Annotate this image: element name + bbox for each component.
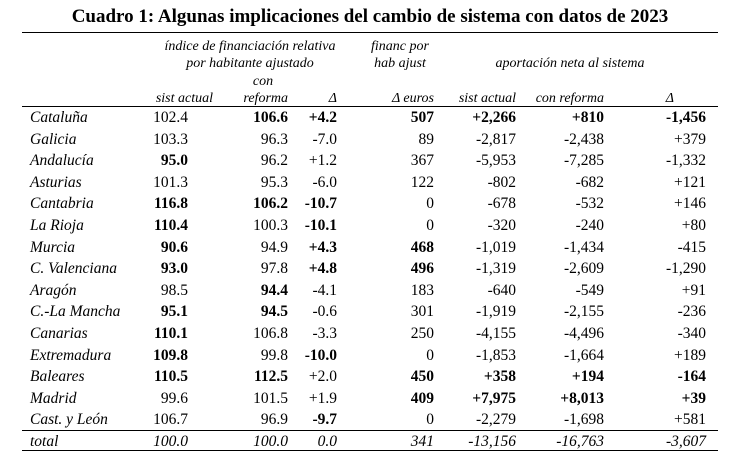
table-cell: -2,609 (563, 260, 604, 278)
row-label: Galicia (30, 130, 77, 148)
table-cell: 94.5 (260, 303, 288, 321)
table-cell: 94.4 (260, 281, 288, 299)
table-cell: -1,332 (665, 152, 706, 170)
header-con-reforma-2: con reforma (535, 91, 604, 106)
table-cell: 96.2 (260, 152, 288, 170)
table-cell: +358 (483, 368, 516, 386)
table-cell: 0 (426, 411, 434, 429)
table-cell: 0 (426, 217, 434, 234)
table-cell: -3,607 (665, 433, 706, 450)
row-label: La Rioja (30, 217, 84, 234)
row-label: Cataluña (30, 109, 88, 126)
header-con-reforma-line2: reforma (243, 91, 288, 106)
table-cell: +91 (681, 281, 706, 299)
table-cell: 100.0 (253, 433, 288, 450)
table-cell: 97.8 (260, 260, 288, 278)
table-row (0, 366, 740, 387)
row-label: Murcia (30, 238, 76, 256)
table-cell: 367 (410, 152, 434, 170)
table-cell: -640 (487, 281, 516, 299)
table-cell: 102.4 (153, 109, 188, 126)
table-cell: +4.3 (308, 238, 337, 256)
table-cell: +2,266 (472, 109, 516, 126)
table-cell: 106.6 (253, 109, 288, 126)
table-cell: 409 (410, 389, 434, 407)
table-cell: +4.8 (308, 260, 337, 278)
table-cell: -2,817 (475, 130, 516, 148)
table-cell: 106.2 (253, 195, 288, 213)
table-cell: 468 (410, 238, 434, 256)
table-cell: -1,698 (563, 411, 604, 429)
table-cell: -1,019 (475, 238, 516, 256)
table-cell: -1,853 (475, 346, 516, 364)
table-row (0, 345, 740, 366)
table-cell: 95.3 (260, 173, 288, 191)
table-cell: +810 (571, 109, 604, 126)
table-cell: 109.8 (153, 346, 188, 364)
table-cell: +194 (571, 368, 604, 386)
header-financ-line1: financ por (371, 39, 429, 54)
row-label: C. Valenciana (30, 260, 117, 278)
table-cell: +4.2 (308, 109, 337, 126)
table-row (0, 215, 740, 236)
table-cell: -1,456 (665, 109, 706, 126)
table-cell: -1,319 (475, 260, 516, 278)
header-financ-line2: hab ajust (374, 56, 426, 71)
row-label: Andalucía (30, 152, 94, 170)
table-cell: -10.7 (304, 195, 337, 213)
row-label: Cast. y León (30, 411, 108, 429)
header-delta: Δ (328, 91, 337, 106)
table-cell: -678 (487, 195, 516, 213)
table-cell: 100.0 (153, 433, 188, 450)
row-label: Canarias (30, 325, 88, 342)
row-label: Madrid (30, 389, 77, 407)
table-cell: +8,013 (560, 389, 604, 407)
table-cell: 122 (410, 173, 434, 191)
table-cell: -1,919 (475, 303, 516, 321)
table-cell: +121 (674, 173, 706, 191)
table-cell: 99.6 (160, 389, 188, 407)
table-cell: 99.8 (260, 346, 288, 364)
table-cell: 100.3 (253, 217, 288, 234)
table-cell: 112.5 (253, 368, 288, 386)
table-cell: 95.1 (160, 303, 188, 321)
table-row (0, 280, 740, 301)
table-cell: 103.3 (153, 130, 188, 148)
table-cell: -802 (487, 173, 516, 191)
table-cell: +1.9 (308, 389, 337, 407)
table-cell: -236 (677, 303, 706, 321)
table-cell: -5,953 (475, 152, 516, 170)
table-cell: -7.0 (312, 130, 337, 148)
table-row (0, 409, 740, 430)
table-cell: 101.5 (253, 389, 288, 407)
table-cell: +39 (681, 389, 706, 407)
table-cell: 110.5 (153, 368, 188, 386)
table-cell: -1,664 (563, 346, 604, 364)
table-cell: -0.6 (312, 303, 337, 321)
table-cell: 95.0 (160, 152, 188, 170)
table-cell: 90.6 (160, 238, 188, 256)
table-title: Cuadro 1: Algunas implicaciones del cambio de sistema con datos de 2023 (71, 6, 669, 27)
row-label: total (30, 433, 59, 450)
table-cell: 94.9 (260, 238, 288, 256)
table-cell: -415 (677, 238, 706, 256)
table-cell: -682 (575, 173, 604, 191)
table-cell: -2,279 (475, 411, 516, 429)
table-cell: +189 (674, 346, 706, 364)
table-cell: +80 (681, 217, 706, 234)
row-label: Extremadura (30, 346, 112, 364)
table-cell: -340 (677, 325, 706, 342)
table-cell: 0 (426, 346, 434, 364)
table-cell: 250 (410, 325, 434, 342)
header-sist-actual: sist actual (155, 91, 213, 106)
table-cell: 106.7 (153, 411, 188, 429)
table-cell: +2.0 (308, 368, 337, 386)
table-row (0, 388, 740, 409)
table-cell: +7,975 (472, 389, 516, 407)
table-cell: 116.8 (153, 195, 188, 213)
table-row (0, 107, 740, 128)
header-index-line1: índice de financiación relativa (164, 39, 336, 54)
table-cell: -13,156 (468, 433, 516, 450)
total-row (0, 431, 740, 452)
table-cell: -4,496 (563, 325, 604, 342)
table-cell: -240 (575, 217, 604, 234)
header-index-line2: por habitante ajustado (186, 56, 314, 71)
table-cell: -164 (677, 368, 706, 386)
row-label: Cantabria (30, 195, 94, 213)
bottom-rule (22, 450, 718, 451)
table-cell: 496 (410, 260, 434, 278)
row-label: C.-La Mancha (30, 303, 121, 321)
row-label: Aragón (30, 281, 77, 299)
table-row (0, 193, 740, 214)
row-label: Asturias (30, 173, 82, 191)
table-cell: -2,438 (563, 130, 604, 148)
table-cell: 101.3 (153, 173, 188, 191)
table-cell: +581 (674, 411, 706, 429)
table-row (0, 258, 740, 279)
table-row (0, 150, 740, 171)
table-cell: 507 (410, 109, 434, 126)
table-cell: -16,763 (556, 433, 604, 450)
table-cell: 341 (410, 433, 434, 450)
header-delta-euros: Δ euros (391, 91, 434, 106)
table-cell: -10.1 (304, 217, 337, 234)
header-con-reforma-line1: con (252, 74, 274, 89)
table-cell: +1.2 (308, 152, 337, 170)
table-cell: 98.5 (160, 281, 188, 299)
table-row (0, 237, 740, 258)
table-cell: -7,285 (563, 152, 604, 170)
table-cell: -3.3 (312, 325, 337, 342)
table-cell: -2,155 (563, 303, 604, 321)
table-cell: -532 (575, 195, 604, 213)
table-cell: 183 (410, 281, 434, 299)
table-cell: 106.8 (253, 325, 288, 342)
table-cell: +146 (674, 195, 706, 213)
table-cell: -549 (575, 281, 604, 299)
top-rule (22, 32, 718, 33)
table-row (0, 301, 740, 322)
table-row (0, 129, 740, 150)
table-cell: -6.0 (312, 173, 337, 191)
table-cell: 0.0 (317, 433, 337, 450)
table-row (0, 323, 740, 344)
table-cell: 301 (410, 303, 434, 321)
row-label: Baleares (30, 368, 85, 386)
header-aportacion: aportación neta al sistema (495, 56, 645, 71)
table-cell: 89 (418, 130, 434, 148)
table-cell: 96.3 (260, 130, 288, 148)
table-cell: 0 (426, 195, 434, 213)
table-cell: 450 (410, 368, 434, 386)
table-cell: -1,434 (563, 238, 604, 256)
table-row (0, 172, 740, 193)
header-sist-actual-2: sist actual (458, 91, 516, 106)
table-cell: +379 (674, 130, 706, 148)
table-cell: -4.1 (312, 281, 337, 299)
table-cell: 110.1 (153, 325, 188, 342)
table-cell: 110.4 (153, 217, 188, 234)
table-cell: 96.9 (260, 411, 288, 429)
table-cell: -9.7 (312, 411, 337, 429)
table-cell: -10.0 (304, 346, 337, 364)
header-delta-2: Δ (665, 91, 674, 106)
table-cell: -4,155 (475, 325, 516, 342)
table-cell: -320 (487, 217, 516, 234)
total-rule (22, 430, 718, 431)
table-cell: 93.0 (160, 260, 188, 278)
table-cell: -1,290 (665, 260, 706, 278)
